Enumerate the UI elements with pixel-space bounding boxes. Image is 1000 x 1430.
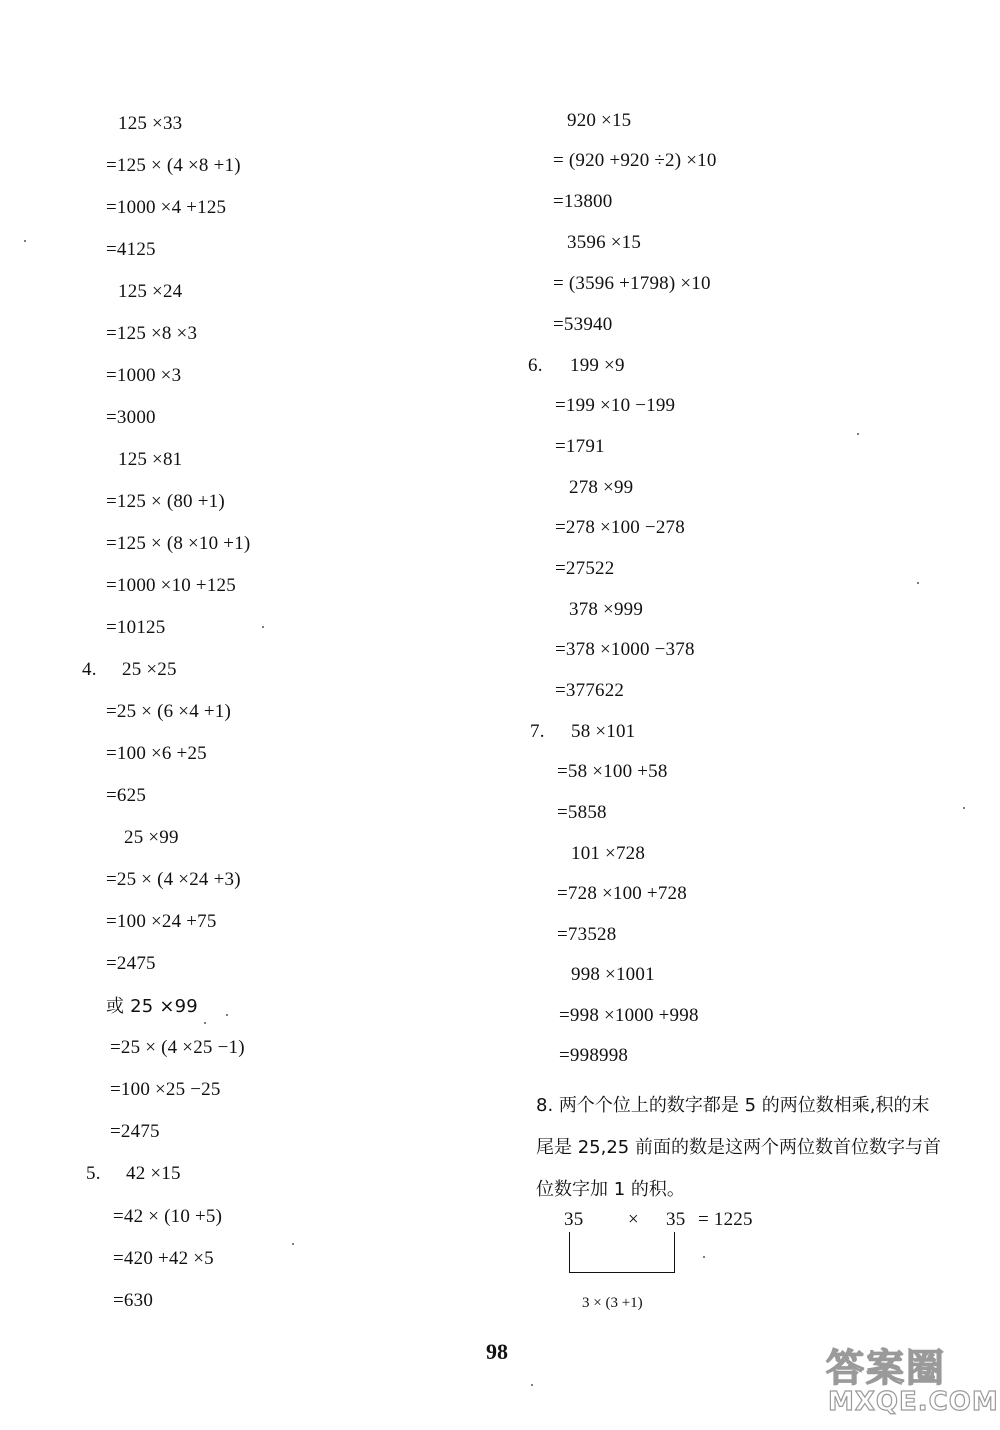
diagram-factor-left: 35 — [564, 1209, 584, 1230]
question-number: 4. — [82, 659, 97, 680]
expression-line: =728 ×100 +728 — [557, 883, 687, 904]
scan-speck — [292, 1243, 294, 1245]
scan-speck — [531, 1384, 533, 1386]
result-line: =998998 — [559, 1045, 629, 1066]
result-line: =4125 — [106, 239, 156, 260]
expression-line: =420 +42 ×5 — [113, 1248, 214, 1269]
expression-line: =998 ×1000 +998 — [559, 1005, 699, 1026]
result-line: =3000 — [106, 407, 156, 428]
expression-line: =125 × (80 +1) — [106, 491, 225, 512]
scan-speck — [262, 626, 264, 628]
expression-line: 101 ×728 — [571, 843, 646, 864]
result-line: =53940 — [553, 314, 613, 335]
scan-speck — [204, 1022, 206, 1024]
expression-line: 58 ×101 — [571, 721, 636, 742]
scan-speck — [24, 240, 26, 242]
expression-line: =125 ×8 ×3 — [106, 323, 198, 344]
expression-line: =1000 ×3 — [106, 365, 182, 386]
expression-line: =378 ×1000 −378 — [555, 639, 695, 660]
expression-line: = (3596 +1798) ×10 — [553, 273, 711, 294]
expression-line: =125 × (4 ×8 +1) — [106, 155, 241, 176]
diagram-factor-right: 35 — [666, 1209, 686, 1230]
expression-line: 42 ×15 — [126, 1163, 181, 1184]
expression-line: 125 ×24 — [118, 281, 183, 302]
expression-line: 920 ×15 — [567, 110, 632, 131]
scan-speck — [703, 1256, 705, 1258]
expression-line: 125 ×81 — [118, 449, 183, 470]
expression-line: =25 × (4 ×24 +3) — [106, 869, 241, 890]
alternative-line: 或 25 ×99 — [106, 996, 198, 1017]
expression-line: =25 × (6 ×4 +1) — [106, 701, 232, 722]
watermark-cn: 答案圈 — [826, 1346, 947, 1390]
result-line: =1791 — [555, 436, 605, 457]
expression-line: =100 ×6 +25 — [106, 743, 207, 764]
expression-line: 25 ×25 — [122, 659, 177, 680]
expression-line: = (920 +920 ÷2) ×10 — [553, 150, 717, 171]
expression-line: 998 ×1001 — [571, 964, 655, 985]
question-number: 5. — [86, 1163, 101, 1184]
expression-line: =199 ×10 −199 — [555, 395, 676, 416]
question-8-explanation: 8. 两个个位上的数字都是 5 的两位数相乘,积的末尾是 25,25 前面的数是这两个两位数首位数字与首位数字加 1 的积。 — [536, 1095, 941, 1200]
expression-line: =58 ×100 +58 — [557, 761, 668, 782]
expression-line: =100 ×25 −25 — [110, 1079, 221, 1100]
result-line: =630 — [113, 1290, 154, 1311]
result-line: =73528 — [557, 924, 617, 945]
expression-line: =1000 ×10 +125 — [106, 575, 236, 596]
expression-line: 3596 ×15 — [567, 232, 642, 253]
scan-speck — [963, 807, 965, 809]
result-line: =10125 — [106, 617, 166, 638]
result-line: =377622 — [555, 680, 625, 701]
diagram-result: = 1225 — [698, 1209, 753, 1230]
question-number: 7. — [530, 721, 545, 742]
expression-line: 278 ×99 — [569, 477, 634, 498]
diagram-multiply-sign: × — [628, 1209, 639, 1230]
result-line: =5858 — [557, 802, 607, 823]
expression-line: =42 × (10 +5) — [113, 1206, 223, 1227]
page-number: 98 — [486, 1339, 508, 1364]
watermark-logo — [820, 1335, 999, 1420]
watermark-en: MXQE.COM — [828, 1387, 999, 1417]
result-line: =2475 — [106, 953, 156, 974]
question-number: 6. — [528, 355, 543, 376]
scan-speck — [226, 1014, 228, 1016]
expression-line: 25 ×99 — [124, 827, 179, 848]
diagram-bracket — [569, 1232, 675, 1273]
result-line: =13800 — [553, 191, 613, 212]
expression-line: =1000 ×4 +125 — [106, 197, 227, 218]
expression-line: =100 ×24 +75 — [106, 911, 217, 932]
expression-line: 378 ×999 — [569, 599, 644, 620]
result-line: =625 — [106, 785, 147, 806]
result-line: =27522 — [555, 558, 615, 579]
expression-line: =25 × (4 ×25 −1) — [110, 1037, 245, 1058]
scan-speck — [917, 582, 919, 584]
expression-line: =278 ×100 −278 — [555, 517, 685, 538]
result-line: =2475 — [110, 1121, 160, 1142]
expression-line: 199 ×9 — [570, 355, 625, 376]
diagram-caption: 3 × (3 +1) — [582, 1295, 643, 1311]
expression-line: 125 ×33 — [118, 113, 183, 134]
expression-line: =125 × (8 ×10 +1) — [106, 533, 251, 554]
scan-speck — [857, 433, 859, 435]
